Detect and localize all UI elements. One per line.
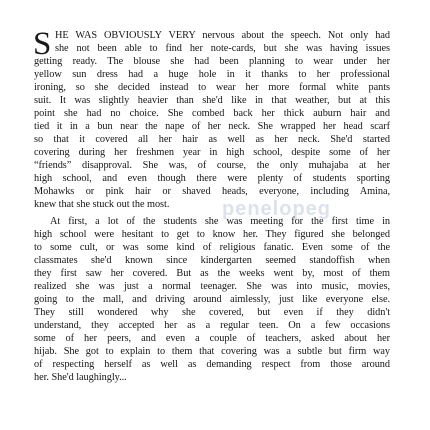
paragraph-2-line-5: they first saw her covered. But as the weeks went by, most of them: [34, 268, 390, 279]
paragraph-2-line-2: high school were hesitant to get to know her. They figured she belonged: [34, 229, 390, 240]
paragraph-1-line-5: ironing, so she decided instead to wear her more formal white pants: [34, 82, 390, 93]
paragraph-1-line-13: Mohawks or pink hair or shaved heads, everyone, including Amina,: [34, 186, 390, 197]
paragraph-2-line-12: of respecting herself as well as demanding respect from those around: [34, 359, 390, 370]
drop-cap: S: [33, 26, 52, 62]
paragraph-1-line-1: HE WAS OBVIOUSLY VERY nervous about the speech. Not only had: [55, 30, 390, 41]
paragraph-2-line-8: They still wondered why she covered, but even if they didn't: [34, 307, 390, 318]
paragraph-1-line-2: she not been able to find her note-cards, but she was having issues: [55, 43, 390, 54]
paragraph-2-line-7: going to the mall, and driving around aimlessly, just like everyone else.: [34, 294, 390, 305]
paragraph-1-line-4: yellow sun dress had a huge hole in it thanks to her professional: [34, 69, 390, 80]
paragraph-2-line-10: some of her peers, and even a couple of teachers, asked about her: [34, 333, 390, 344]
paragraph-2-line-1: At first, a lot of the students she was meeting for the first time in: [50, 216, 390, 227]
paragraph-1-line-8: tied it in a bun near the nape of her neck. She wrapped her head scarf: [34, 121, 390, 132]
paragraph-2-line-13: her. She'd laughingly...: [34, 372, 127, 383]
paragraph-2-line-6: realized she was just a normal teenager. She was into music, movies,: [34, 281, 390, 292]
paragraph-1-line-6: suit. It was slightly heavier than she'd like in that weather, but at this: [34, 95, 390, 106]
paragraph-2-line-4: classmates she'd known since kindergarten seemed standoffish when: [34, 255, 390, 266]
paragraph-1-line-14: knew that she stuck out the most.: [34, 199, 170, 210]
paragraph-1-line-10: covering during her freshmen year in high school, despite some of her: [34, 147, 390, 158]
paragraph-1-line-11: “friends” disapproval. She was, of course, the only muhajaba at her: [34, 160, 390, 171]
paragraph-2-line-9: understand, they accepted her as a regular teen. On a few occasions: [34, 320, 390, 331]
paragraph-1-line-9: so that it covered all her hair as well as her neck. She'd started: [34, 134, 390, 145]
watermark: penelopeg: [222, 198, 332, 220]
paragraph-2-line-3: to some cult, or was some kind of religious fanatic. Even some of the: [34, 242, 390, 253]
paragraph-2-line-11: hijab. She got to explain to them that covering was a subtle but firm way: [34, 346, 390, 357]
paragraph-1-line-3: getting ready. The blouse she had been planning to wear under her: [34, 56, 390, 67]
paragraph-1-line-12: high school, and even though there were plenty of students sporting: [34, 173, 390, 184]
paragraph-1-line-7: point she had no choice. She combed back her thick auburn hair and: [34, 108, 390, 119]
